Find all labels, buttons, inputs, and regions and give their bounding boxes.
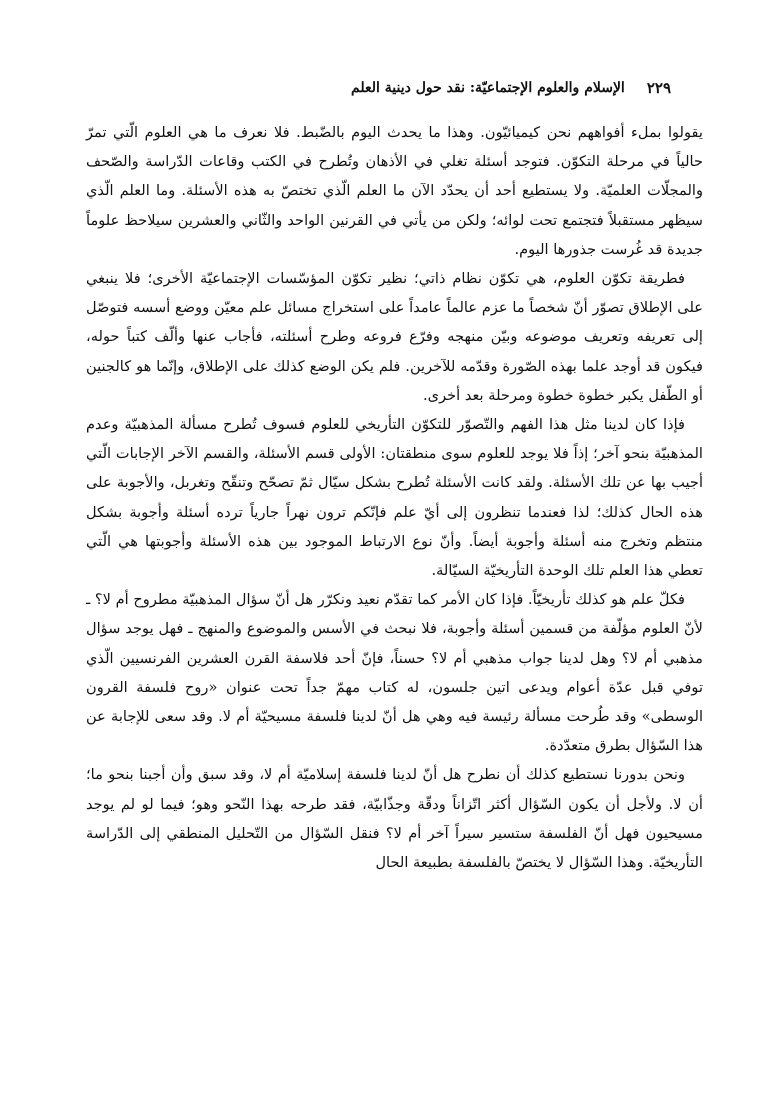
paragraph: فطريقة تكوّن العلوم، هي تكوّن نظام ذاتي؛ نظير تكوّن المؤسّسات الإجتماعيّة الأخرى؛ فلا ينبغي على الإطلاق تصوّر أنّ شخصاً ما عزم عالماً عامداً على استخراج مسائل علم معيّن ووضع أسسه فتوصّل إلى تعريفه وتعريف موضوعه وبيّن منهجه وفرّع فروعه وطرح أسئلته، فأجاب عنها وألّف كتباً حوله، فيكون قد أوجد علما بهذه الصّورة وقدّمه للآخرين. فلم يكن الوضع كذلك على الإطلاق، وإنّما هو كالجنين أو الطّفل يكبر خطوة خطوة ومرحلة بعد أخرى. xyxy=(86,270,703,404)
paragraph: فإذا كان لدينا مثل هذا الفهم والتّصوّر للتكوّن التأريخي للعلوم فسوف تُطرح مسألة المذهبيّة وعدم المذهبيّة بنحو آخر؛ إذاً فلا يوجد للعلوم سوى منطقتان: الأولى قسم الأسئلة، والقسم الآخر الإجابات الّتي أجيب بها عن تلك الأسئلة. ولقد كانت الأسئلة تُطرح بشكل سيّال ثمّ تصحّح وتنقّح وتغربل، والأجوبة على هذه الحال كذلك؛ لذا فعندما تنظرون إلى أيّ علم فإنّكم ترون نهراً جارياً ترده أسئلة وأجوبة بشكل منتظم وتخرج منه أسئلة وأجوبة أيضاً. وأنّ نوع الارتباط الموجود بين هذه الأسئلة وأجوبتها هي الّتي تعطي هذا العلم تلك الوحدة التأريخيّة السيّالة. xyxy=(86,416,703,580)
running-header xyxy=(96,76,671,100)
page-number: ٢٢٩ xyxy=(646,79,671,97)
body-text xyxy=(86,118,703,877)
running-title: الإسلام والعلوم الإجتماعيّة: نقد حول دينية العلم xyxy=(351,80,625,96)
paragraph: فكلّ علم هو كذلك تأريخيّاً. فإذا كان الأمر كما تقدّم نعيد ونكرّر هل أنّ سؤال المذهبيّة مطروح أم لا؟ ـ لأنّ العلوم مؤلّفة من قسمين أسئلة وأجوبة، فلا نبحث في الأسس والموضوع والمنهج ـ فهل يوجد سؤال مذهبي أم لا؟ وهل لدينا جواب مذهبي أم لا؟ حسناً، فإنّ أحد فلاسفة القرن العشرين الفرنسيين الّذي توفي قبل عدّة أعوام ويدعى اتين جلسون، له كتاب مهمّ جداً تحت عنوان «روح فلسفة القرون الوسطى» وقد طُرحت مسألة رئيسة فيه وهي هل أنّ لدينا فلسفة مسيحيّة أم لا. وقد سعى للإجابة عن هذا السّؤال بطرق متعدّدة. xyxy=(86,591,703,755)
paragraph-continuation: يقولوا بملء أفواههم نحن كيميائيّون. وهذا ما يحدث اليوم بالضّبط. فلا نعرف ما هي العلوم الّتي تمرّ حالياً في مرحلة التكوّن. فتوجد أسئلة تغلي في الأذهان وتُطرح في الكتب وقاعات الدّراسة والصّحف والمجلّات العلميّة. ولا يستطيع أحد أن يحدّد الآن ما العلم الّذي تختصّ به هذه الأسئلة. وما العلم الّذي سيظهر مستقبلاً فتجتمع تحت لوائه؛ ولكن من يأتي في القرنين الواحد والثّاني والعشرين سيلاحظ علوماً جديدة قد غُرست جذورها اليوم. xyxy=(86,124,703,258)
paragraph: ونحن بدورنا نستطيع كذلك أن نطرح هل أنّ لدينا فلسفة إسلاميّة أم لا، وقد سبق وأن أجبنا بنحو ما؛ أن لا. ولأجل أن يكون السّؤال أكثر اتّزاناً ودقّة وجذّابيّة، فقد طرحه بهذا النّحو وهو؛ فيما لو لم يوجد مسيحيون فهل أنّ الفلسفة ستسير سيراً آخر أم لا؟ فنقل السّؤال من التّحليل المنطقي إلى الدّراسة التأريخيّة. وهذا السّؤال لا يختصّ بالفلسفة بطبيعة الحال xyxy=(86,766,703,872)
